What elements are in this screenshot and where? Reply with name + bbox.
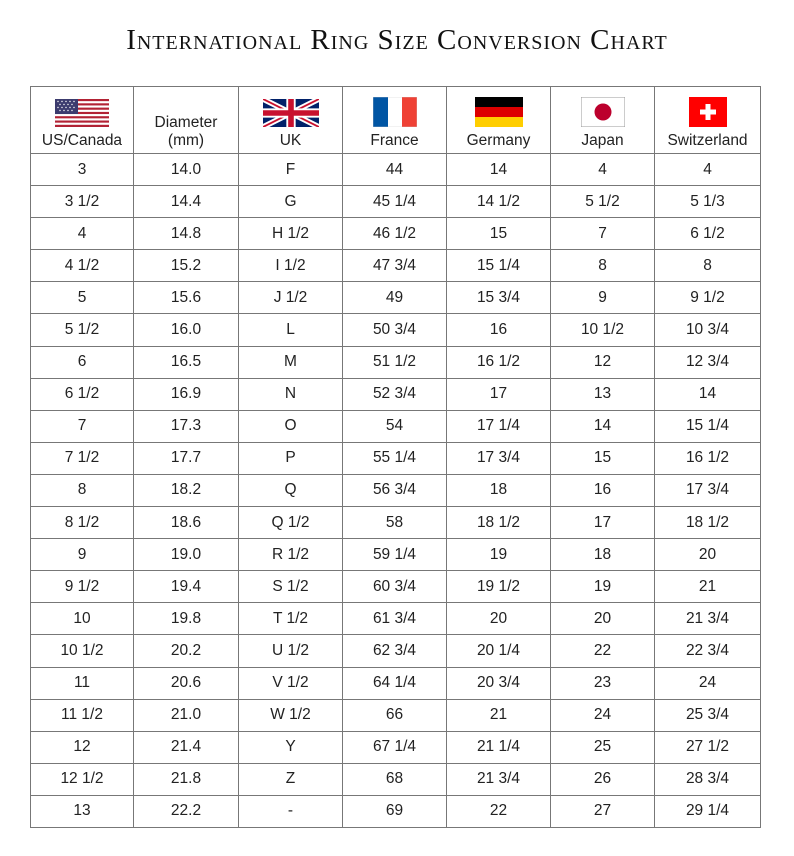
cell-us-canada: 8 1/2 [31, 507, 134, 539]
cell-us-canada: 5 1/2 [31, 314, 134, 346]
cell-switzerland: 8 [655, 250, 761, 282]
cell-switzerland: 12 3/4 [655, 346, 761, 378]
cell-france: 54 [343, 410, 447, 442]
cell-japan: 4 [551, 154, 655, 186]
cell-germany: 14 1/2 [447, 186, 551, 218]
cell-diameter-mm: 20.2 [134, 635, 239, 667]
cell-france: 45 1/4 [343, 186, 447, 218]
cell-diameter-mm: 22.2 [134, 795, 239, 827]
cell-switzerland: 17 3/4 [655, 474, 761, 506]
cell-germany: 21 [447, 699, 551, 731]
cell-us-canada: 6 1/2 [31, 378, 134, 410]
cell-us-canada: 7 1/2 [31, 442, 134, 474]
cell-germany: 17 [447, 378, 551, 410]
switzerland-flag-icon [689, 97, 727, 127]
cell-diameter-mm: 15.6 [134, 282, 239, 314]
cell-japan: 26 [551, 763, 655, 795]
cell-germany: 15 1/4 [447, 250, 551, 282]
cell-us-canada: 10 1/2 [31, 635, 134, 667]
cell-japan: 16 [551, 474, 655, 506]
us-flag-icon [55, 99, 109, 127]
table-row [31, 218, 761, 250]
cell-germany: 20 3/4 [447, 667, 551, 699]
table-row [31, 539, 761, 571]
uk-flag-icon [263, 99, 319, 127]
table-row [31, 378, 761, 410]
cell-germany: 20 [447, 603, 551, 635]
cell-diameter-mm: 16.5 [134, 346, 239, 378]
cell-diameter-mm: 21.4 [134, 731, 239, 763]
cell-germany: 17 1/4 [447, 410, 551, 442]
cell-japan: 24 [551, 699, 655, 731]
table-row [31, 763, 761, 795]
header-row [31, 87, 761, 154]
cell-diameter-mm: 18.2 [134, 474, 239, 506]
cell-uk: U 1/2 [239, 635, 343, 667]
cell-us-canada: 11 [31, 667, 134, 699]
cell-uk: J 1/2 [239, 282, 343, 314]
table-row [31, 154, 761, 186]
cell-uk: R 1/2 [239, 539, 343, 571]
cell-japan: 17 [551, 507, 655, 539]
cell-switzerland: 24 [655, 667, 761, 699]
cell-diameter-mm: 16.0 [134, 314, 239, 346]
cell-uk: O [239, 410, 343, 442]
cell-france: 49 [343, 282, 447, 314]
cell-france: 58 [343, 507, 447, 539]
cell-france: 61 3/4 [343, 603, 447, 635]
table-row [31, 346, 761, 378]
cell-uk: S 1/2 [239, 571, 343, 603]
cell-japan: 14 [551, 410, 655, 442]
cell-uk: V 1/2 [239, 667, 343, 699]
cell-switzerland: 25 3/4 [655, 699, 761, 731]
cell-switzerland: 27 1/2 [655, 731, 761, 763]
cell-germany: 22 [447, 795, 551, 827]
cell-france: 51 1/2 [343, 346, 447, 378]
cell-germany: 15 [447, 218, 551, 250]
cell-japan: 27 [551, 795, 655, 827]
cell-us-canada: 12 [31, 731, 134, 763]
header-label: Diameter (mm) [154, 114, 218, 149]
page-title: International Ring Size Conversion Chart [126, 24, 668, 56]
header-uk [239, 87, 343, 154]
cell-japan: 9 [551, 282, 655, 314]
cell-france: 68 [343, 763, 447, 795]
table-row [31, 635, 761, 667]
cell-japan: 5 1/2 [551, 186, 655, 218]
cell-diameter-mm: 19.0 [134, 539, 239, 571]
table-row [31, 474, 761, 506]
cell-switzerland: 28 3/4 [655, 763, 761, 795]
cell-switzerland: 4 [655, 154, 761, 186]
cell-japan: 10 1/2 [551, 314, 655, 346]
cell-diameter-mm: 19.4 [134, 571, 239, 603]
cell-uk: M [239, 346, 343, 378]
cell-us-canada: 4 [31, 218, 134, 250]
cell-us-canada: 11 1/2 [31, 699, 134, 731]
cell-switzerland: 21 3/4 [655, 603, 761, 635]
table-row [31, 699, 761, 731]
cell-us-canada: 8 [31, 474, 134, 506]
cell-diameter-mm: 14.0 [134, 154, 239, 186]
cell-france: 47 3/4 [343, 250, 447, 282]
cell-japan: 20 [551, 603, 655, 635]
table-row [31, 442, 761, 474]
france-flag-icon [373, 97, 417, 127]
cell-japan: 23 [551, 667, 655, 699]
cell-switzerland: 21 [655, 571, 761, 603]
cell-uk: F [239, 154, 343, 186]
cell-france: 52 3/4 [343, 378, 447, 410]
cell-switzerland: 29 1/4 [655, 795, 761, 827]
cell-germany: 14 [447, 154, 551, 186]
cell-us-canada: 13 [31, 795, 134, 827]
header-switzerland [655, 87, 761, 154]
cell-france: 66 [343, 699, 447, 731]
cell-switzerland: 14 [655, 378, 761, 410]
cell-france: 50 3/4 [343, 314, 447, 346]
cell-japan: 13 [551, 378, 655, 410]
cell-diameter-mm: 14.4 [134, 186, 239, 218]
table-row [31, 731, 761, 763]
header-label: US/Canada [41, 132, 123, 149]
cell-us-canada: 3 [31, 154, 134, 186]
header-label: Japan [581, 132, 624, 149]
cell-us-canada: 4 1/2 [31, 250, 134, 282]
cell-diameter-mm: 18.6 [134, 507, 239, 539]
cell-germany: 19 [447, 539, 551, 571]
cell-uk: H 1/2 [239, 218, 343, 250]
cell-japan: 18 [551, 539, 655, 571]
cell-diameter-mm: 20.6 [134, 667, 239, 699]
cell-us-canada: 5 [31, 282, 134, 314]
cell-uk: T 1/2 [239, 603, 343, 635]
cell-germany: 16 [447, 314, 551, 346]
cell-germany: 20 1/4 [447, 635, 551, 667]
cell-diameter-mm: 21.8 [134, 763, 239, 795]
japan-flag-icon [581, 97, 625, 127]
cell-japan: 8 [551, 250, 655, 282]
germany-flag-icon [475, 97, 523, 127]
header-japan [551, 87, 655, 154]
cell-france: 62 3/4 [343, 635, 447, 667]
cell-switzerland: 16 1/2 [655, 442, 761, 474]
table-row [31, 603, 761, 635]
cell-germany: 21 3/4 [447, 763, 551, 795]
cell-france: 59 1/4 [343, 539, 447, 571]
table-row [31, 282, 761, 314]
cell-france: 56 3/4 [343, 474, 447, 506]
cell-japan: 25 [551, 731, 655, 763]
header-label: UK [279, 132, 302, 149]
cell-diameter-mm: 17.7 [134, 442, 239, 474]
table-row [31, 314, 761, 346]
cell-switzerland: 6 1/2 [655, 218, 761, 250]
cell-diameter-mm: 15.2 [134, 250, 239, 282]
cell-switzerland: 9 1/2 [655, 282, 761, 314]
cell-switzerland: 22 3/4 [655, 635, 761, 667]
table-row [31, 795, 761, 827]
cell-us-canada: 7 [31, 410, 134, 442]
table-body [31, 154, 761, 828]
cell-france: 60 3/4 [343, 571, 447, 603]
cell-germany: 19 1/2 [447, 571, 551, 603]
cell-japan: 19 [551, 571, 655, 603]
header-label: Germany [466, 132, 531, 149]
cell-us-canada: 12 1/2 [31, 763, 134, 795]
cell-switzerland: 20 [655, 539, 761, 571]
cell-uk: Z [239, 763, 343, 795]
table-row [31, 507, 761, 539]
cell-diameter-mm: 19.8 [134, 603, 239, 635]
cell-japan: 22 [551, 635, 655, 667]
cell-uk: G [239, 186, 343, 218]
cell-uk: Y [239, 731, 343, 763]
cell-us-canada: 6 [31, 346, 134, 378]
cell-uk: Q [239, 474, 343, 506]
cell-france: 46 1/2 [343, 218, 447, 250]
cell-japan: 15 [551, 442, 655, 474]
cell-uk: N [239, 378, 343, 410]
cell-france: 64 1/4 [343, 667, 447, 699]
cell-us-canada: 10 [31, 603, 134, 635]
table-row [31, 250, 761, 282]
cell-uk: W 1/2 [239, 699, 343, 731]
header-france [343, 87, 447, 154]
header-label: Switzerland [667, 132, 748, 149]
table-row [31, 667, 761, 699]
cell-switzerland: 10 3/4 [655, 314, 761, 346]
cell-japan: 7 [551, 218, 655, 250]
cell-germany: 18 [447, 474, 551, 506]
cell-france: 69 [343, 795, 447, 827]
cell-germany: 17 3/4 [447, 442, 551, 474]
cell-switzerland: 15 1/4 [655, 410, 761, 442]
header-us-canada [31, 87, 134, 154]
cell-france: 67 1/4 [343, 731, 447, 763]
cell-uk: Q 1/2 [239, 507, 343, 539]
cell-france: 44 [343, 154, 447, 186]
cell-switzerland: 5 1/3 [655, 186, 761, 218]
cell-uk: - [239, 795, 343, 827]
ring-size-table [30, 86, 761, 828]
table-row [31, 410, 761, 442]
cell-us-canada: 9 1/2 [31, 571, 134, 603]
cell-germany: 21 1/4 [447, 731, 551, 763]
header-label: France [370, 132, 419, 149]
header-germany [447, 87, 551, 154]
cell-germany: 15 3/4 [447, 282, 551, 314]
cell-diameter-mm: 17.3 [134, 410, 239, 442]
cell-diameter-mm: 14.8 [134, 218, 239, 250]
cell-germany: 18 1/2 [447, 507, 551, 539]
cell-switzerland: 18 1/2 [655, 507, 761, 539]
cell-us-canada: 3 1/2 [31, 186, 134, 218]
cell-germany: 16 1/2 [447, 346, 551, 378]
cell-us-canada: 9 [31, 539, 134, 571]
cell-japan: 12 [551, 346, 655, 378]
cell-uk: I 1/2 [239, 250, 343, 282]
table-row [31, 571, 761, 603]
cell-uk: L [239, 314, 343, 346]
cell-france: 55 1/4 [343, 442, 447, 474]
cell-uk: P [239, 442, 343, 474]
cell-diameter-mm: 21.0 [134, 699, 239, 731]
table-row [31, 186, 761, 218]
header-diameter [134, 87, 239, 154]
cell-diameter-mm: 16.9 [134, 378, 239, 410]
